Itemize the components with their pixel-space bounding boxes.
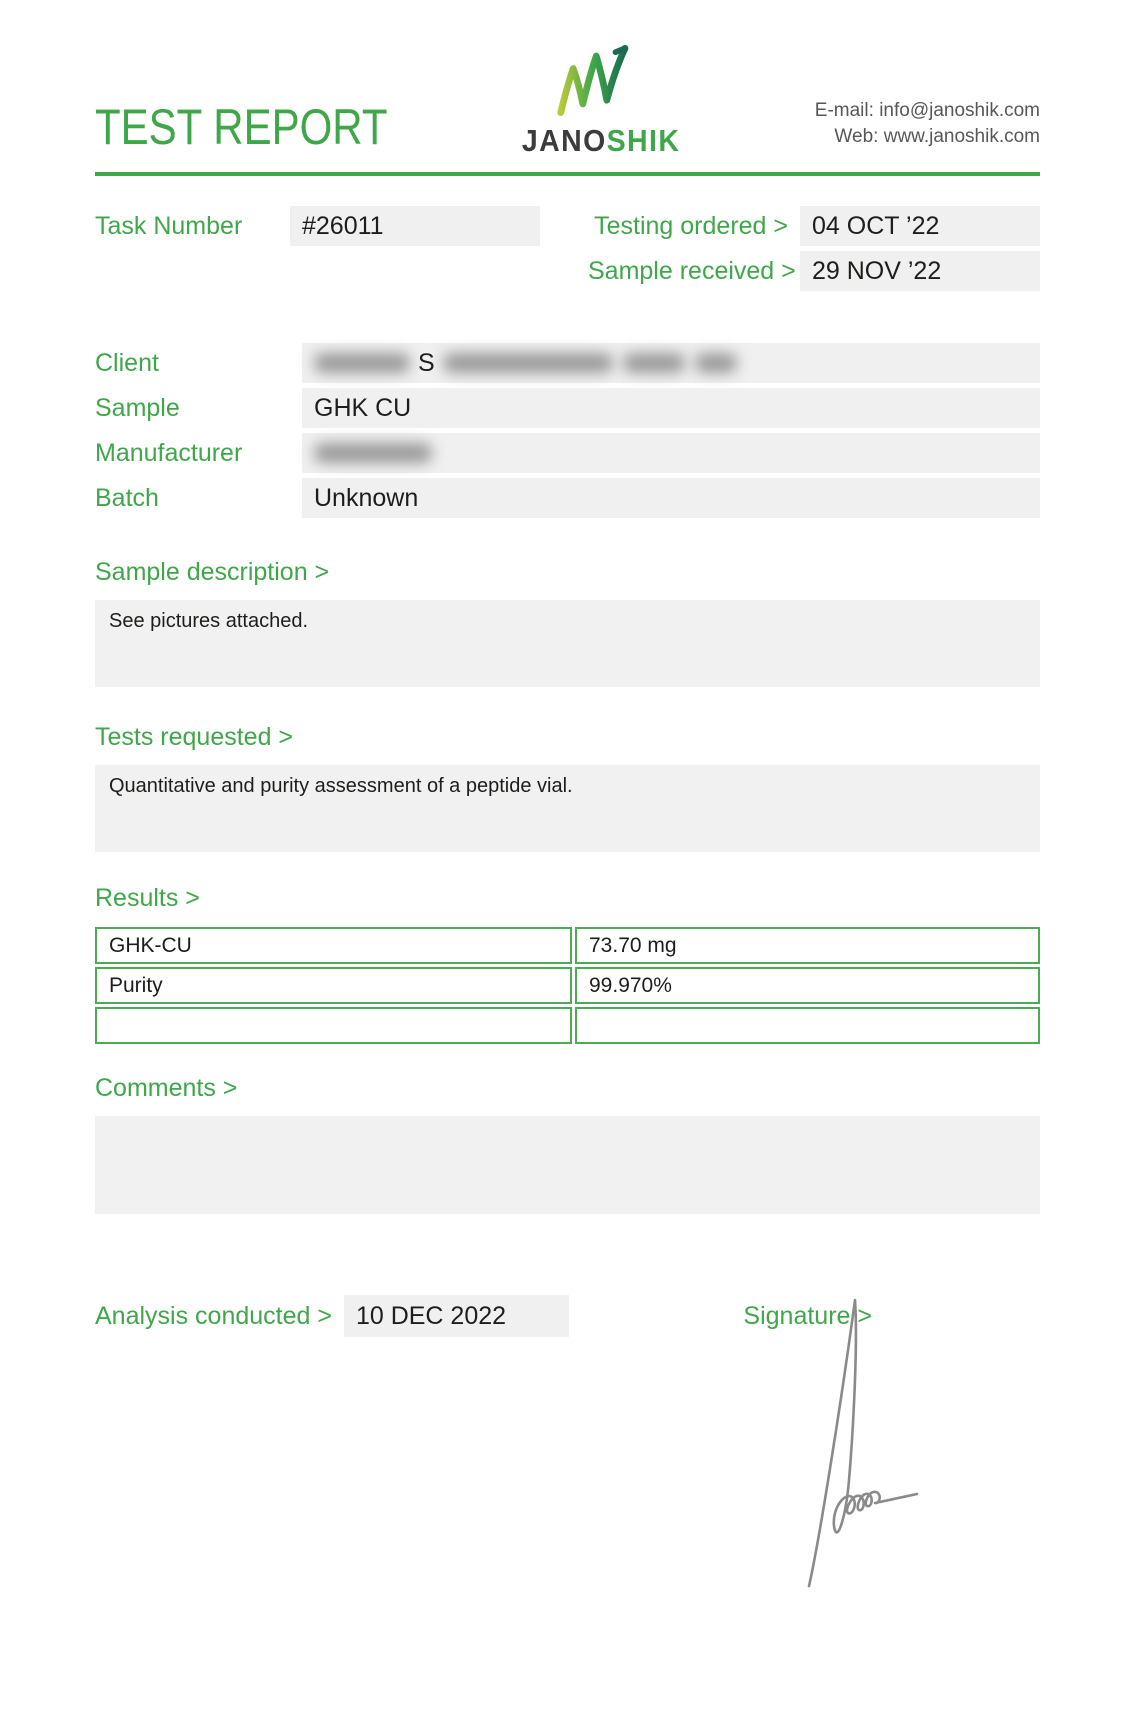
web-label: Web: [834,126,879,147]
sample-received-value: 29 NOV ’22 [800,251,1040,291]
test-report-page [95,42,1040,1338]
sample-description-heading: Sample description > [95,558,330,586]
sample-row [95,388,1040,428]
tests-requested-box: Quantitative and purity assessment of a peptide vial. [95,765,1040,852]
analysis-conducted-label: Analysis conducted > [95,1301,332,1330]
comments-section [95,1074,1040,1214]
manufacturer-label: Manufacturer [95,438,243,467]
redacted-blur [314,443,432,463]
analysis-conducted-value: 10 DEC 2022 [344,1295,569,1337]
redacted-blur [314,353,410,373]
result-value-cell: 99.970% [575,967,1040,1004]
header [95,42,1040,156]
sample-description-section [95,558,1040,687]
result-name-cell: Purity [95,967,572,1004]
client-visible-letter: S [418,348,435,377]
contact-info [815,98,1040,150]
batch-label: Batch [95,483,159,512]
tests-requested-heading: Tests requested > [95,723,294,751]
testing-ordered-label: Testing ordered > [594,211,788,240]
web-line [815,124,1040,150]
task-number-row [95,206,1040,246]
results-heading: Results > [95,884,200,912]
results-section [95,884,1040,1044]
result-value-cell [575,1007,1040,1044]
task-number-label: Task Number [95,211,243,240]
email-label: E-mail: [814,100,874,121]
comments-box [95,1116,1040,1214]
redacted-blur [443,353,613,373]
logo-shik: SHIK [607,123,681,158]
header-divider [95,172,1040,176]
email-value: info@janoshik.com [879,100,1040,121]
comments-heading: Comments > [95,1074,238,1102]
footer [95,1294,1040,1338]
logo-wordmark [522,125,680,156]
logo-jano: JANO [522,123,608,158]
janoshik-logo [515,42,687,156]
page-title: TEST REPORT [95,99,388,155]
sample-value: GHK CU [302,388,1040,428]
client-value [302,343,1040,383]
result-name-cell: GHK-CU [95,927,572,964]
client-row [95,343,1040,383]
details-section [95,343,1040,518]
redacted-blur [695,353,737,373]
client-label: Client [95,348,159,377]
sample-label: Sample [95,393,180,422]
tests-requested-section [95,723,1040,852]
signature-label: Signature > [743,1301,872,1330]
manufacturer-row [95,433,1040,473]
meta-section [95,206,1040,291]
batch-value: Unknown [302,478,1040,518]
result-value-cell: 73.70 mg [575,927,1040,964]
batch-row [95,478,1040,518]
sample-received-row [95,251,1040,291]
testing-ordered-value: 04 OCT ’22 [800,206,1040,246]
task-number-value: #26011 [290,206,540,246]
email-line [815,98,1040,124]
sample-received-label: Sample received > [588,256,796,285]
results-table [95,927,1040,1044]
result-name-cell [95,1007,572,1044]
sample-description-box: See pictures attached. [95,600,1040,687]
web-value: www.janoshik.com [883,126,1040,147]
redacted-blur [623,353,685,373]
manufacturer-value [302,433,1040,473]
trend-chart-icon [554,42,650,123]
